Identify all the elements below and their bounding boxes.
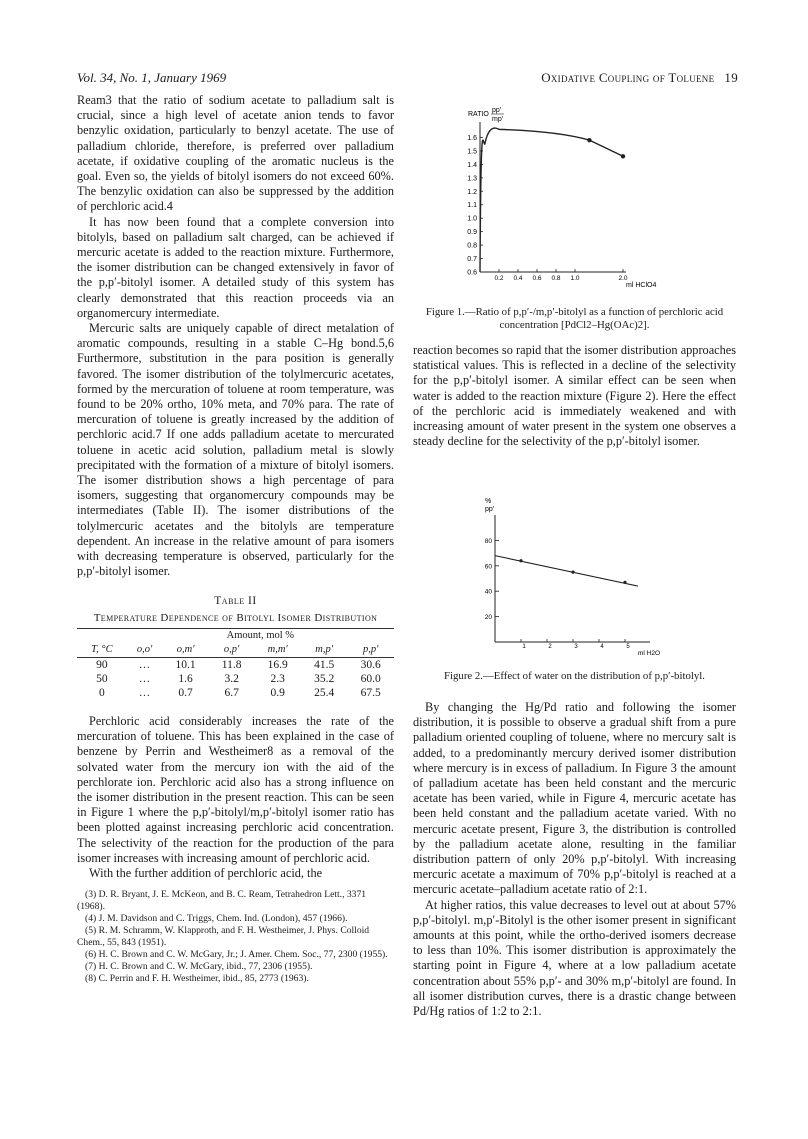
- figure-2-chart: [455, 495, 715, 665]
- fig1-y-frac-den: mp′: [492, 116, 504, 123]
- left-column: [77, 93, 394, 985]
- reference: (7) H. C. Brown and C. W. McGary, ibid., 77, 2306 (1955).: [85, 961, 313, 973]
- paragraph: Ream3 that the ratio of sodium acetate to palladium salt is crucial, since a high level of acetate anion tends to favor benzylic oxidation, particularly to benzyl acetate. The use of palladium chloride, therefore, is preferred over palladium acetate, if oxidative coupling of the aromatic nucleus is the goal. Even so, the yields of bitolyl isomers do not exceed 60%. The benzylic oxidation can also be suppressed by the addition of perchloric acid.4: [77, 93, 394, 214]
- fig1-y-frac-num: pp′: [492, 107, 502, 114]
- fig2-series-line: [495, 556, 638, 586]
- table-header: m,p′: [315, 643, 334, 655]
- fig1-y-tick-label: 1.1: [467, 202, 477, 210]
- fig2-x-label: ml H2O: [638, 650, 661, 657]
- figure-1-chart: [450, 96, 700, 300]
- fig1-data-point: [621, 154, 625, 158]
- table-row: [77, 686, 394, 700]
- fig2-y-tick-label: 40: [484, 588, 492, 596]
- table-cell: 35.2: [314, 672, 335, 685]
- table-cell: 25.4: [314, 686, 335, 699]
- table-cell: 11.8: [221, 658, 242, 671]
- fig1-data-point: [587, 138, 591, 142]
- fig1-y-tick-label: 1.5: [467, 148, 477, 156]
- table-cell: 2.3: [270, 672, 285, 685]
- fig1-y-tick-label: 1.2: [467, 188, 477, 196]
- table-cell: 90: [96, 658, 108, 671]
- journal-header: Vol. 34, No. 1, January 1969: [77, 70, 227, 85]
- table-cell: 0.7: [178, 686, 193, 699]
- fig2-y-tick-label: 20: [484, 614, 492, 622]
- paragraph: Mercuric salts are uniquely capable of direct metalation of aromatic compounds, resulting in a stable C–Hg bond.5,6 Furthermore, substitution in the para position is generally favored. The isomer distribution of the tolylmercuric acetates, formed by the mercuration of toluene at room temperature, was found to be 20% ortho, 10% meta, and 70% para. The rate of mercuration of toluene is greatly increased by the addition of perchloric acid.7 If one adds palladium acetate to mercurated toluene in acetic acid solution, palladium metal is slowly precipitated with the formation of a mixture of bitolyl isomers. The isomer distribution shows a high percentage of para isomers, suggesting that organomercury compounds may be intermediates (Table II). The isomer distributions of the tolylmercuric acetates and the bitolyls are temperature dependent. An increase in the relative amount of para isomers with decreasing temperature is observed, particularly for the p,p′-bitolyl isomer.: [77, 321, 394, 579]
- table-caption: Temperature Dependence of Bitolyl Isomer Distribution: [93, 611, 378, 624]
- right-column-bottom: [413, 700, 736, 1019]
- fig1-x-tick-label: 1.0: [570, 275, 580, 282]
- paragraph: At higher ratios, this value decreases to level out at about 57% p,p′-bitolyl. m,p′-Bitolyl is the other isomer present in significant amounts at this point, while the ortho-derived isomers decrease to less than 10%. This isomer distribution is approximately the starting point in Figure 4, where at a low palladium acetate concentration about 55% p,p′- and 30% m,p′-bitolyl are found. In all isomer distribution curves, there is a drastic change between Pd/Hg ratios of 1:2 to 2:1.: [413, 897, 736, 1019]
- table-cell: 30.6: [360, 658, 381, 671]
- fig2-y-tick-label: 80: [484, 537, 492, 545]
- table-header: o,o′: [136, 643, 153, 655]
- fig1-y-label: RATIO: [468, 111, 489, 118]
- page-number: 19: [724, 70, 738, 85]
- article-short-title: Oxidative Coupling of Toluene: [541, 70, 715, 85]
- table-row: [77, 672, 394, 686]
- fig1-y-tick-label: 1.6: [467, 134, 477, 142]
- reference: (4) J. M. Davidson and C. Triggs, Chem. Ind. (London), 457 (1966).: [85, 913, 348, 925]
- table-header: p,p′: [363, 643, 379, 655]
- table-cell: 60.0: [360, 672, 381, 685]
- fig1-y-tick-label: 0.8: [467, 242, 477, 250]
- reference: (6) H. C. Brown and C. W. McGary, Jr.; J. Amer. Chem. Soc., 77, 2300 (1955).: [85, 949, 388, 961]
- data-table: [77, 628, 394, 700]
- fig1-y-tick-label: 1.0: [467, 215, 477, 223]
- table-cell: …: [138, 658, 151, 671]
- fig1-y-tick-label: 1.4: [467, 161, 477, 169]
- figure-1-caption: Figure 1.—Ratio of p,p′-/m,p′-bitolyl as a function of perchloric acid concentration [PdCl2–Hg(OAc)2].: [425, 306, 724, 331]
- table-header: m,m′: [267, 643, 288, 655]
- fig1-y-tick-label: 0.7: [467, 256, 477, 264]
- paragraph: reaction becomes so rapid that the isomer distribution approaches statistical values. This is reflected in a decline of the selectivity for the p,p′-bitolyl isomer. A similar effect can be seen when water is added to the reaction mixture (Figure 2). Here the effect of the perchloric acid is immediately weakened and with increasing amount of water present in the system one observes a steady decline for the selectivity of the p,p′-bitolyl isomer.: [413, 343, 736, 449]
- table-cell: …: [138, 672, 151, 685]
- fig1-y-tick-label: 1.3: [467, 175, 477, 183]
- table-header: o,m′: [176, 643, 195, 655]
- fig1-x-tick-label: 0.2: [494, 275, 504, 282]
- table-cell: 0.9: [270, 686, 285, 699]
- right-column-top: [413, 343, 736, 449]
- table-row: [77, 658, 394, 672]
- table-cell: 10.1: [175, 658, 196, 671]
- fig2-data-point: [519, 559, 522, 562]
- table-cell: 50: [96, 672, 108, 685]
- fig2-y-label-bottom: pp′: [485, 506, 495, 513]
- fig1-x-tick-label: 0.4: [513, 275, 523, 282]
- fig1-x-tick-label: 2.0: [618, 275, 628, 282]
- table-cell: 41.5: [314, 658, 335, 671]
- paragraph: It has now been found that a complete conversion into bitolyls, based on palladium salt charged, can be achieved if mercuric acetate is added to the reaction mixture. Furthermore, the isomer distribution can be changed extensively in favor of the p,p′-bitolyl isomer. A detailed study of this system has clearly demonstrated that this reaction proceeds via an organomercury intermediate.: [77, 214, 394, 320]
- fig1-x-tick-label: 0.6: [532, 275, 542, 282]
- paragraph: With the further addition of perchloric acid, the: [89, 865, 323, 880]
- fig2-x-tick-label: 1: [522, 644, 526, 650]
- fig1-x-label: ml HClO4: [626, 282, 657, 289]
- table-cell: …: [138, 686, 151, 699]
- fig2-y-tick-label: 60: [484, 563, 492, 571]
- paragraph: By changing the Hg/Pd ratio and following the isomer distribution, it is possible to observe a gradual shift from a pure palladium oriented coupling of toluene, where no mercury salt is added, to a predominantly mercury derived isomer distribution where mercury is in excess of palladium. In Figure 3 the amount of palladium acetate has been held constant and the mercuric acetate has been varied, while in Figure 4, mercuric acetate has been held constant and the palladium acetate varied. With no mercuric acetate present, Figure 3, the distribution is controlled by the palladium acetate alone, resulting in the familiar distribution pattern of only 20% p,p′-bitolyl. With increasing mercuric acetate a maximum of 70% p,p′-bitolyl is reached at a mercuric acetate–palladium acetate ratio of 2:1.: [413, 700, 736, 897]
- fig1-y-tick-label: 0.9: [467, 229, 477, 237]
- fig1-x-tick-label: 0.8: [551, 275, 561, 282]
- reference: (3) D. R. Bryant, J. E. McKeon, and B. C. Ream, Tetrahedron Lett., 3371 (1968).: [77, 889, 367, 913]
- fig2-x-tick-label: 2: [548, 644, 552, 650]
- fig2-y-label-top: %: [485, 498, 492, 505]
- fig2-data-point: [571, 571, 574, 574]
- table-span-label: Amount, mol %: [226, 629, 295, 641]
- table-cell: 16.9: [267, 658, 288, 671]
- reference: (8) C. Perrin and F. H. Westheimer, ibid., 85, 2773 (1963).: [85, 973, 309, 985]
- table-header: o,p′: [223, 643, 240, 655]
- table-cell: 67.5: [360, 686, 381, 699]
- references: [77, 889, 394, 985]
- fig2-x-tick-label: 5: [626, 644, 630, 650]
- running-title: [541, 70, 738, 86]
- table-header: T, °C: [91, 643, 113, 655]
- table-cell: 3.2: [224, 672, 239, 685]
- fig1-y-tick-label: 0.6: [467, 269, 477, 277]
- paragraph: Perchloric acid considerably increases the rate of the mercuration of toluene. This has been explained in the case of benzene by Perrin and Westheimer8 as a removal of the solvated water from the mercury ion with the aid of the perchlorate ion. Perchloric acid also has a strong influence on the isomer distribution in the present reaction. This can be seen in Figure 1 where the p,p′-bitolyl/m,p′-bitolyl isomer ratio has been plotted against increasing perchloric acid concentration. The selectivity of the reaction for the production of the para isomer increases with increasing amount of perchloric acid.: [77, 713, 394, 865]
- figure-2-caption: Figure 2.—Effect of water on the distribution of p,p′-bitolyl.: [444, 670, 705, 682]
- table-cell: 6.7: [224, 686, 239, 699]
- fig2-data-point: [623, 581, 626, 584]
- fig2-x-tick-label: 3: [574, 644, 578, 650]
- table-title: Table II: [214, 594, 257, 607]
- fig2-x-tick-label: 4: [600, 644, 604, 650]
- fig1-series-line: [480, 128, 623, 272]
- reference: (5) R. M. Schramm, W. Klapproth, and F. H. Westheimer, J. Phys. Colloid Chem., 55, 843 (1951).: [77, 925, 370, 949]
- table-cell: 1.6: [178, 672, 193, 685]
- table-cell: 0: [98, 686, 105, 699]
